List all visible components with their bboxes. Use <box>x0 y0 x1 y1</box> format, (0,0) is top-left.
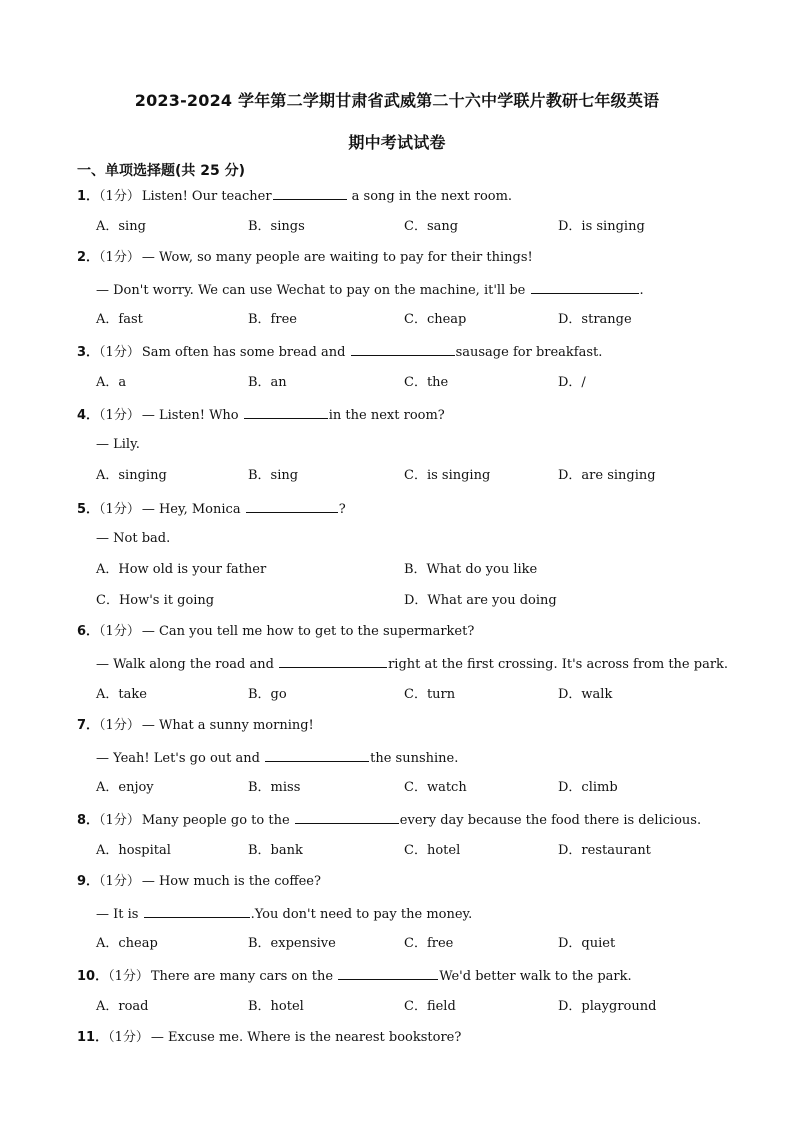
question-4-answer: — Lily. <box>96 437 140 452</box>
option-b[interactable]: B．an <box>248 375 287 390</box>
question-number: 8． <box>77 813 100 828</box>
question-10 <box>77 966 632 986</box>
option-d[interactable]: D．quiet <box>558 936 616 951</box>
question-points: （1分） <box>99 189 140 204</box>
question-number: 10． <box>77 969 109 984</box>
question-text: — It is <box>96 907 143 922</box>
option-a[interactable]: A．hospital <box>96 843 171 858</box>
question-number: 6． <box>77 624 100 639</box>
option-c[interactable]: C．is singing <box>404 468 491 483</box>
question-text: — Can you tell me how to get to the supermarket? <box>141 624 475 639</box>
option-d[interactable]: D．strange <box>558 312 632 327</box>
question-2 <box>77 249 533 267</box>
option-b[interactable]: B．bank <box>248 843 303 858</box>
question-text: — Yeah! Let's go out and <box>96 751 265 766</box>
question-points: （1分） <box>99 408 140 423</box>
exam-title-line1: 2023-2024 学年第二学期甘肃省武威第二十六中学联片教研七年级英语 <box>134 91 660 110</box>
question-text: — How much is the coffee? <box>141 874 321 889</box>
question-text: There are many cars on the <box>150 969 338 984</box>
option-a[interactable]: A．sing <box>96 219 146 234</box>
question-text: We'd better walk to the park. <box>439 969 632 984</box>
option-a[interactable]: A．How old is your father <box>96 562 267 577</box>
option-b[interactable]: B．free <box>248 312 297 327</box>
question-text: right at the first crossing. It's across from the park. <box>388 657 729 672</box>
option-b[interactable]: B．expensive <box>248 936 336 951</box>
question-text: Listen! Our teacher <box>141 189 272 204</box>
question-number: 9． <box>77 874 100 889</box>
option-b[interactable]: B．What do you like <box>404 562 538 577</box>
question-text: — Don't worry. We can use Wechat to pay on the machine, it'll be <box>96 283 530 298</box>
question-text: Sam often has some bread and <box>141 345 350 360</box>
answer-blank <box>279 654 387 668</box>
question-11 <box>77 1029 461 1047</box>
question-text: sausage for breakfast. <box>455 345 603 360</box>
option-b[interactable]: B．miss <box>248 780 301 795</box>
question-9 <box>77 873 321 891</box>
answer-blank <box>295 810 399 824</box>
exam-title-line2: 期中考试试卷 <box>348 133 446 152</box>
option-d[interactable]: D．walk <box>558 687 613 702</box>
option-c[interactable]: C．hotel <box>404 843 461 858</box>
option-c[interactable]: C．the <box>404 375 449 390</box>
question-2-line2 <box>96 280 644 300</box>
option-c[interactable]: C．watch <box>404 780 467 795</box>
option-c[interactable]: C．field <box>404 999 456 1014</box>
option-d[interactable]: D．restaurant <box>558 843 651 858</box>
option-c[interactable]: C．free <box>404 936 454 951</box>
answer-blank <box>144 904 250 918</box>
section-title: 一、单项选择题(共 25 分) <box>77 163 246 179</box>
question-text: Many people go to the <box>141 813 294 828</box>
answer-blank <box>531 280 639 294</box>
answer-blank <box>338 966 438 980</box>
option-b[interactable]: B．sings <box>248 219 305 234</box>
question-text: .You don't need to pay the money. <box>250 907 473 922</box>
option-a[interactable]: A．fast <box>96 312 143 327</box>
question-7-line2 <box>96 748 458 768</box>
question-text: — Excuse me. Where is the nearest bookstore? <box>150 1030 462 1045</box>
question-text: . <box>639 283 644 298</box>
option-a[interactable]: A．singing <box>96 468 167 483</box>
question-text: — Hey, Monica <box>141 502 245 517</box>
question-7 <box>77 717 314 735</box>
answer-blank <box>265 748 369 762</box>
option-c[interactable]: C．turn <box>404 687 456 702</box>
option-c[interactable]: C．sang <box>404 219 459 234</box>
question-text: — Wow, so many people are waiting to pay for their things! <box>141 250 533 265</box>
option-a[interactable]: A．a <box>96 375 127 390</box>
question-text: — Walk along the road and <box>96 657 279 672</box>
question-number: 2． <box>77 250 100 265</box>
question-text: — Listen! Who <box>141 408 243 423</box>
question-6-line2 <box>96 654 728 674</box>
question-number: 11． <box>77 1030 109 1045</box>
question-number: 1． <box>77 189 100 204</box>
question-points: （1分） <box>99 813 140 828</box>
question-text: in the next room? <box>328 408 445 423</box>
question-text: ? <box>338 502 346 517</box>
question-points: （1分） <box>99 502 140 517</box>
question-points: （1分） <box>99 874 140 889</box>
question-9-line2 <box>96 904 472 924</box>
question-points: （1分） <box>108 969 149 984</box>
option-d[interactable]: D．climb <box>558 780 618 795</box>
question-4 <box>77 405 445 425</box>
option-d[interactable]: D．is singing <box>558 219 645 234</box>
question-points: （1分） <box>108 1030 149 1045</box>
option-d[interactable]: D．are singing <box>558 468 656 483</box>
question-1 <box>77 186 512 206</box>
question-text: the sunshine. <box>370 751 459 766</box>
question-text: — What a sunny morning! <box>141 718 314 733</box>
option-d[interactable]: D．playground <box>558 999 657 1014</box>
answer-blank <box>246 499 338 513</box>
question-5 <box>77 499 346 519</box>
question-text: a song in the next room. <box>347 189 513 204</box>
question-6 <box>77 623 474 641</box>
question-5-answer: — Not bad. <box>96 531 171 546</box>
option-a[interactable]: A．take <box>96 687 147 702</box>
question-number: 3． <box>77 345 100 360</box>
question-number: 7． <box>77 718 100 733</box>
option-c[interactable]: C．How's it going <box>96 593 215 608</box>
option-a[interactable]: A．enjoy <box>96 780 154 795</box>
answer-blank <box>273 186 347 200</box>
question-text: every day because the food there is delicious. <box>399 813 702 828</box>
question-8 <box>77 810 701 830</box>
question-points: （1分） <box>99 345 140 360</box>
question-points: （1分） <box>99 718 140 733</box>
question-points: （1分） <box>99 624 140 639</box>
option-a[interactable]: A．cheap <box>96 936 158 951</box>
option-a[interactable]: A．road <box>96 999 149 1014</box>
answer-blank <box>244 405 328 419</box>
option-b[interactable]: B．hotel <box>248 999 304 1014</box>
option-b[interactable]: B．sing <box>248 468 299 483</box>
answer-blank <box>351 342 455 356</box>
question-number: 5． <box>77 502 100 517</box>
option-b[interactable]: B．go <box>248 687 287 702</box>
question-3 <box>77 342 602 362</box>
question-number: 4． <box>77 408 100 423</box>
option-d[interactable]: D．What are you doing <box>404 593 557 608</box>
question-points: （1分） <box>99 250 140 265</box>
option-c[interactable]: C．cheap <box>404 312 467 327</box>
option-d[interactable]: D．/ <box>558 375 586 390</box>
